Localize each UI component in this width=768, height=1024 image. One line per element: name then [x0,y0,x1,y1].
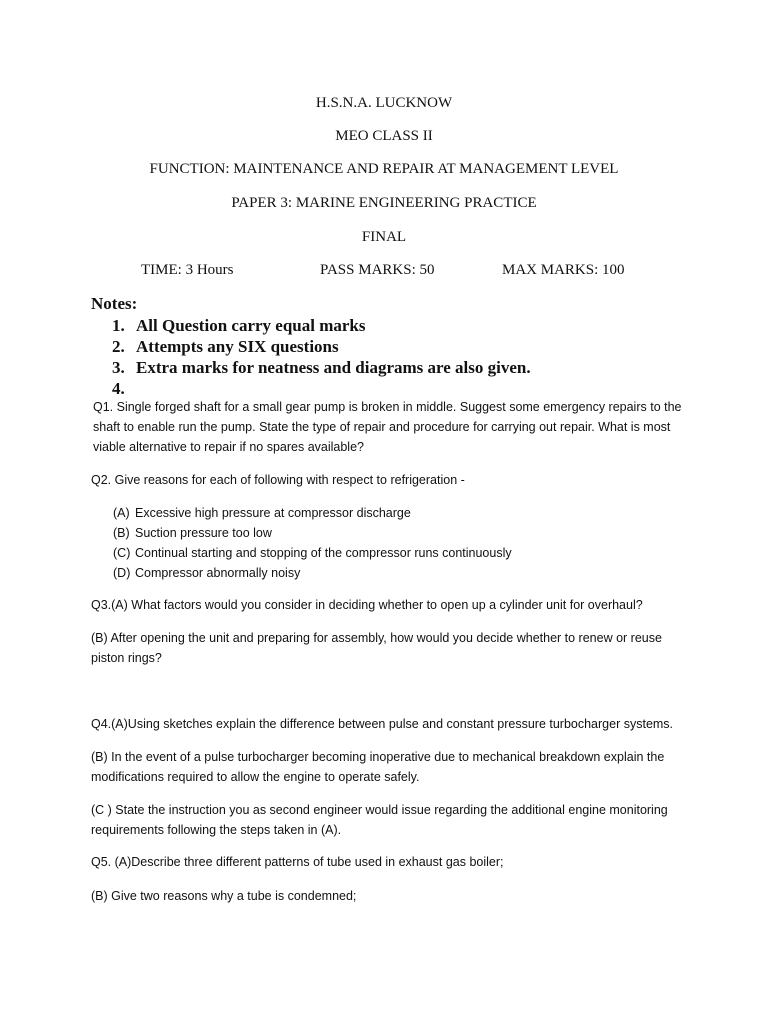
question-4a: Q4.(A)Using sketches explain the difference between pulse and constant pressure turbocharger systems. [91,717,674,731]
paper-title: PAPER 3: MARINE ENGINEERING PRACTICE [231,195,537,211]
question-2-option: (D) Compressor abnormally noisy [113,566,301,580]
question-2-option: (B) Suction pressure too low [113,526,272,540]
question-3b: (B) After opening the unit and preparing for assembly, how would you decide whether to renew or reuse piston rings? [91,631,662,665]
question-1: Q1. Single forged shaft for a small gear pump is broken in middle. Suggest some emergency repairs to the shaft to enable run the pump. State the type of repair and procedure for carrying out repair. What is most viable alternative to repair if no spares available? [93,400,682,454]
function-title: FUNCTION: MAINTENANCE AND REPAIR AT MANAGEMENT LEVEL [149,161,619,177]
question-3a: Q3.(A) What factors would you consider in deciding whether to open up a cylinder unit for overhaul? [91,598,643,612]
class-title: MEO CLASS II [335,128,433,144]
institute-name: H.S.N.A. LUCKNOW [315,95,453,111]
question-5b: (B) Give two reasons why a tube is condemned; [91,889,357,903]
max-marks-info: MAX MARKS: 100 [502,262,625,278]
pass-marks-info: PASS MARKS: 50 [320,262,435,278]
notes-heading: Notes: [91,294,138,313]
question-4b: (B) In the event of a pulse turbocharger becoming inoperative due to mechanical breakdown explain the modifications required to allow the engine to operate safely. [91,750,665,784]
note-item: 2. Attempts any SIX questions [112,337,339,356]
exam-type: FINAL [361,229,407,245]
note-item: 1. All Question carry equal marks [112,316,366,335]
question-2: Q2. Give reasons for each of following with respect to refrigeration - [91,473,465,487]
note-item: 4. [112,379,125,398]
note-item: 3. Extra marks for neatness and diagrams are also given. [112,358,531,377]
time-info: TIME: 3 Hours [141,262,234,278]
question-2-option: (C) Continual starting and stopping of the compressor runs continuously [113,546,512,560]
question-2-option: (A) Excessive high pressure at compressor discharge [113,506,411,520]
question-5a: Q5. (A)Describe three different patterns of tube used in exhaust gas boiler; [91,855,504,869]
question-4c: (C ) State the instruction you as second engineer would issue regarding the additional engine monitoring requirements following the steps taken in (A). [91,803,668,837]
